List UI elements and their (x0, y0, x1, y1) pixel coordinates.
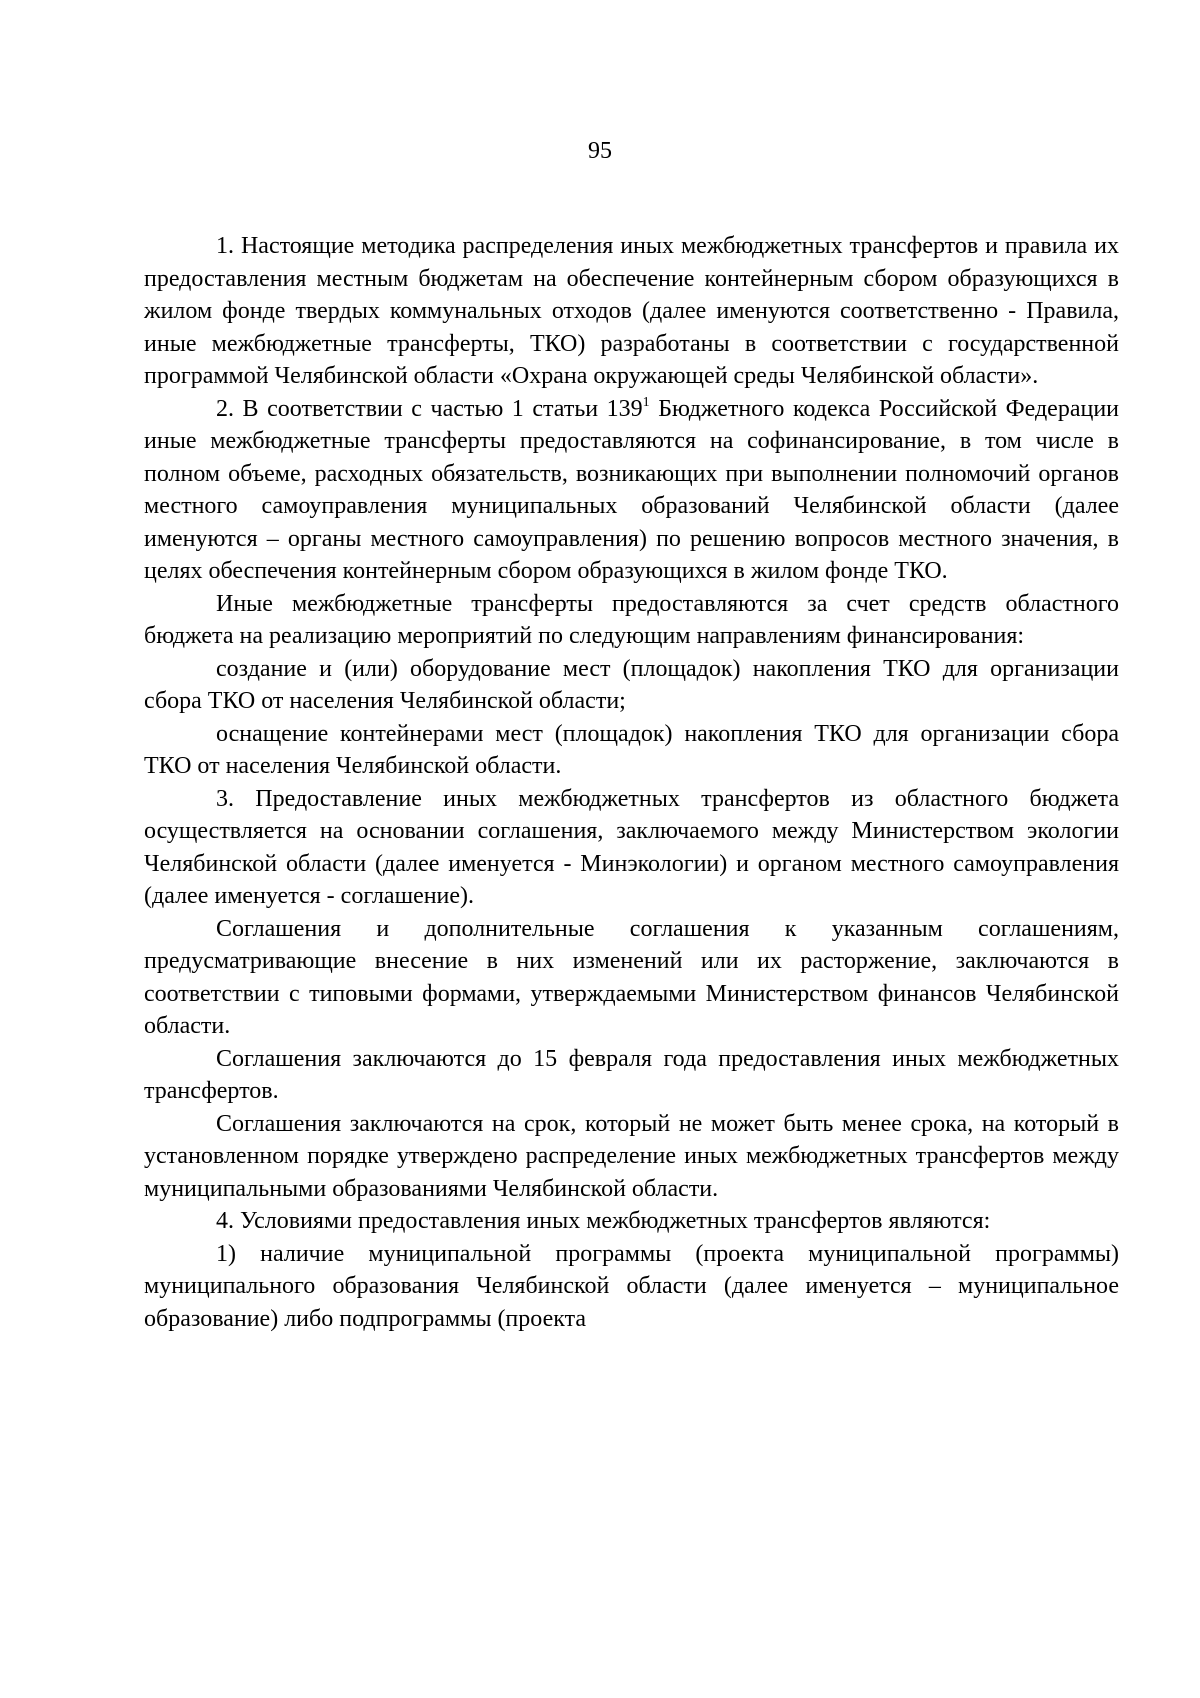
paragraph-5: оснащение контейнерами мест (площадок) накопления ТКО для организации сбора ТКО от населения Челябинской области. (144, 720, 1119, 779)
paragraph-9: Соглашения заключаются на срок, который не может быть менее срока, на который в установленном порядке утверждено распределение иных межбюджетных трансфертов между муниципальными образованиями Челябинской области. (144, 1110, 1119, 1202)
paragraph-8: Соглашения заключаются до 15 февраля года предоставления иных межбюджетных трансфертов. (144, 1045, 1119, 1104)
document-body (144, 230, 1119, 1335)
paragraph-2-text-start: 2. В соответствии с частью 1 статьи 139 (216, 395, 643, 422)
paragraph-4: создание и (или) оборудование мест (площадок) накопления ТКО для организации сбора ТКО от населения Челябинской области; (144, 655, 1119, 714)
paragraph-3: Иные межбюджетные трансферты предоставляются за счет средств областного бюджета на реализацию мероприятий по следующим направлениям финансирования: (144, 590, 1119, 649)
paragraph-10: 4. Условиями предоставления иных межбюджетных трансфертов являются: (216, 1208, 991, 1234)
paragraph-2-text-end: Бюджетного кодекса Российской Федерации иные межбюджетные трансферты предоставляются на софинансирование, в том числе в полном объеме, расходных обязательств, возникающих при выполнении полномочий органов местного самоуправления муниципальных образований Челябинской области (далее именуются – органы местного самоуправления) по решению вопросов местного значения, в целях обеспечения контейнерным сбором образующихся в жилом фонде ТКО. (144, 395, 1120, 584)
paragraph-7: Соглашения и дополнительные соглашения к указанным соглашениям, предусматривающие внесение в них изменений или их расторжение, заключаются в соответствии с типовыми формами, утверждаемыми Министерством финансов Челябинской области. (144, 915, 1119, 1039)
article-superscript: 1 (642, 394, 650, 410)
paragraph-1: 1. Настоящие методика распределения иных межбюджетных трансфертов и правила их предоставления местным бюджетам на обеспечение контейнерным сбором образующихся в жилом фонде твердых коммунальных отходов (далее именуются соответственно - Правила, иные межбюджетные трансферты, ТКО) разработаны в соответствии с государственной программой Челябинской области «Охрана окружающей среды Челябинской области». (144, 233, 1119, 389)
paragraph-6: 3. Предоставление иных межбюджетных трансфертов из областного бюджета осуществляется на основании соглашения, заключаемого между Министерством экологии Челябинской области (далее именуется - Минэкологии) и органом местного самоуправления (далее именуется - соглашение). (144, 785, 1119, 909)
paragraph-11: 1) наличие муниципальной программы (проекта муниципальной программы) муниципального образования Челябинской области (далее именуется – муниципальное образование) либо подпрограммы (проекта (144, 1240, 1119, 1332)
paragraph-2 (144, 393, 1119, 588)
page-number: 95 (588, 138, 612, 164)
